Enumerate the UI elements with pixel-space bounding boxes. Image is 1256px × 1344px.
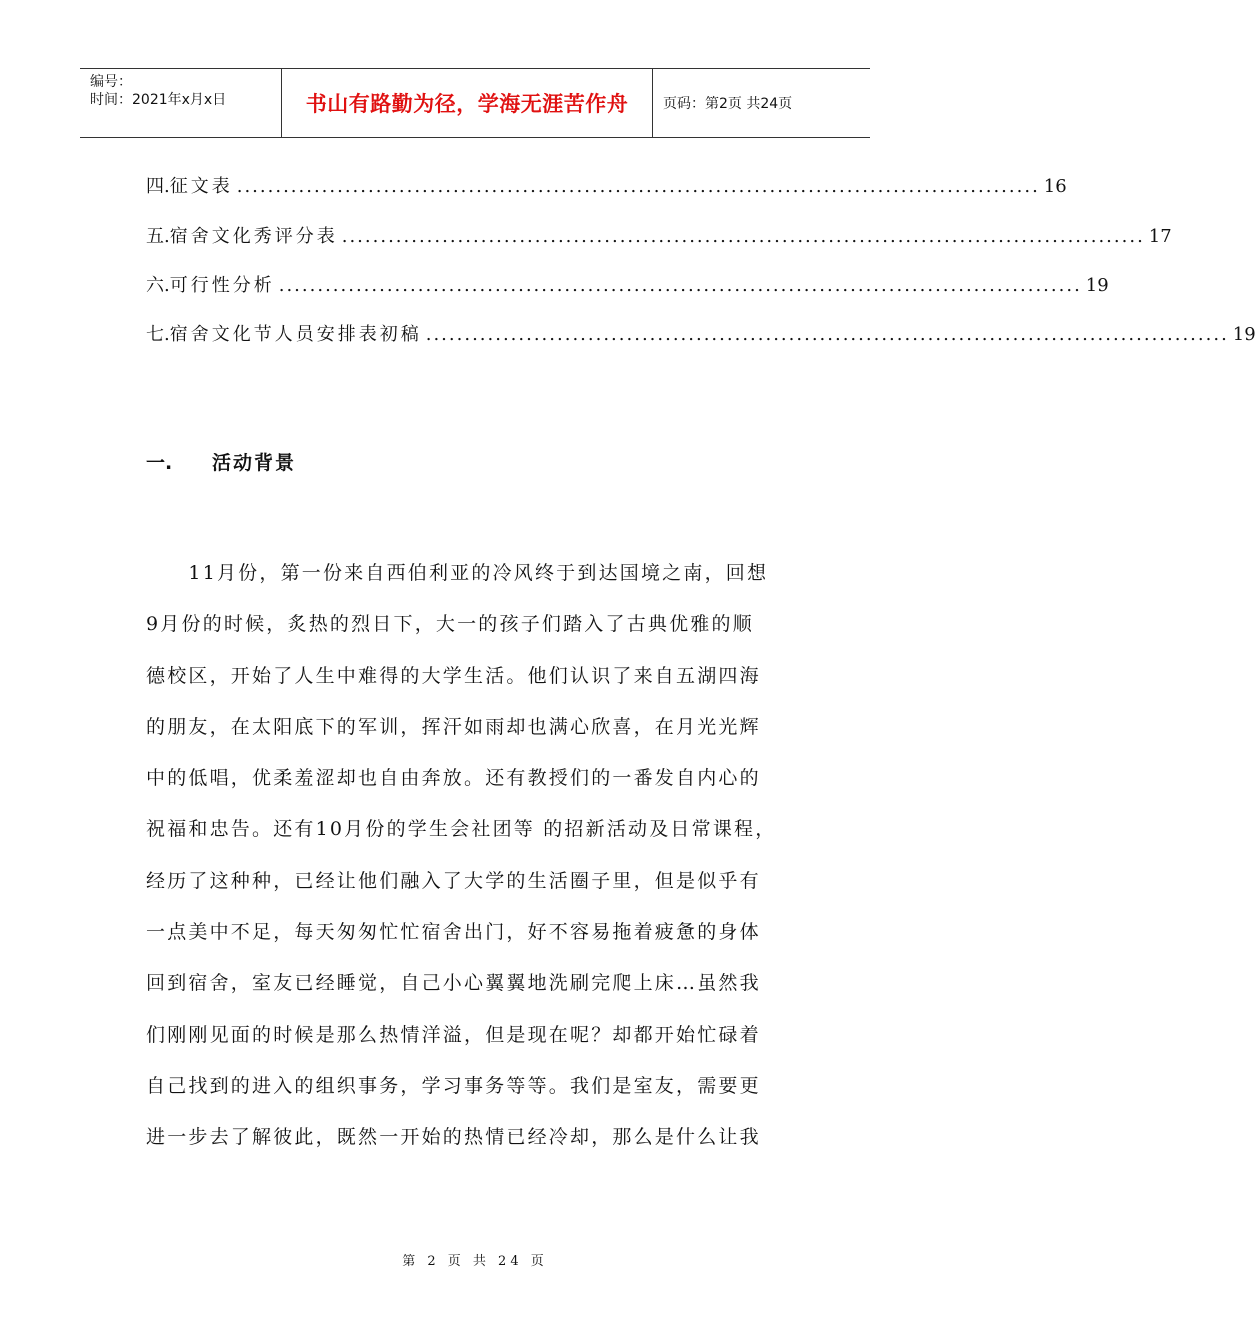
- section-title: 活动背景: [212, 452, 297, 474]
- paragraph-line: 们刚刚见面的时候是那么热情洋溢，但是现在呢？却都开始忙碌着: [146, 1023, 761, 1046]
- toc-entry-number: 五.: [146, 226, 170, 247]
- toc-leader-dots: ........................................................................................................: [425, 324, 1229, 345]
- toc-leader-dots: ........................................................................................................: [278, 275, 1082, 296]
- paragraph-line: 祝福和忠告。还有10月份的学生会社团等 的招新活动及日常课程，: [146, 818, 777, 841]
- paragraph-line: 的朋友，在太阳底下的军训，挥汗如雨却也满心欣喜，在月光光辉: [146, 715, 761, 738]
- toc-entry-title: 宿舍文化秀评分表: [169, 226, 338, 247]
- header-motto: 书山有路勤为径，学海无涯苦作舟: [282, 69, 653, 137]
- paragraph-line: 中的低唱，优柔羞涩却也自由奔放。还有教授们的一番发自内心的: [146, 767, 761, 790]
- toc-leader-dots: ........................................................................................................: [236, 176, 1040, 197]
- toc-entry-number: 六.: [146, 275, 170, 296]
- page-header: [80, 68, 870, 138]
- body-paragraph: [146, 553, 806, 1169]
- toc-entry[interactable]: [146, 320, 1256, 346]
- toc-entry-page: 16: [1043, 176, 1067, 197]
- paragraph-line: 德校区，开始了人生中难得的大学生活。他们认识了来自五湖四海: [146, 664, 761, 687]
- section-heading: [146, 448, 296, 475]
- toc-entry-title: 宿舍文化节人员安排表初稿: [169, 324, 422, 345]
- toc-entry-title: 可行性分析: [169, 275, 275, 296]
- paragraph-line: 进一步去了解彼此，既然一开始的热情已经冷却，那么是什么让我: [146, 1126, 761, 1149]
- paragraph-line: 回到宿舍，室友已经睡觉，自己小心翼翼地洗刷完爬上床…虽然我: [146, 972, 761, 995]
- section-number: 一.: [146, 452, 173, 474]
- toc-entry[interactable]: [146, 222, 1172, 248]
- toc-entry-page: 17: [1148, 226, 1172, 247]
- toc-entry-title: 征文表: [169, 176, 233, 197]
- header-page-info: 页码：第2页 共24页: [663, 96, 793, 112]
- toc-entry[interactable]: [146, 271, 1109, 297]
- paragraph-line: 经历了这种种，已经让他们融入了大学的生活圈子里，但是似乎有: [146, 869, 761, 892]
- paragraph-line: 自己找到的进入的组织事务，学习事务等等。我们是室友，需要更: [146, 1074, 761, 1097]
- toc-entry-number: 四.: [146, 176, 170, 197]
- toc-entry[interactable]: [146, 172, 1067, 198]
- page-footer: 第 2 页 共 24 页: [402, 1254, 548, 1269]
- toc-leader-dots: ........................................................................................................: [341, 226, 1145, 247]
- toc-entry-page: 19: [1232, 324, 1256, 345]
- paragraph-line: 11月份，第一份来自西伯利亚的冷风终于到达国境之南，回想: [146, 562, 769, 584]
- paragraph-line: 9月份的时候，炙热的烈日下，大一的孩子们踏入了古典优雅的顺: [146, 613, 754, 636]
- header-meta: [80, 69, 282, 137]
- toc-entry-number: 七.: [146, 324, 170, 345]
- paragraph-line: 一点美中不足，每天匆匆忙忙宿舍出门，好不容易拖着疲惫的身体: [146, 921, 761, 944]
- toc-entry-page: 19: [1085, 275, 1109, 296]
- number-label: 编号：: [90, 74, 132, 90]
- date-label: 时间：2021年x月x日: [90, 92, 227, 108]
